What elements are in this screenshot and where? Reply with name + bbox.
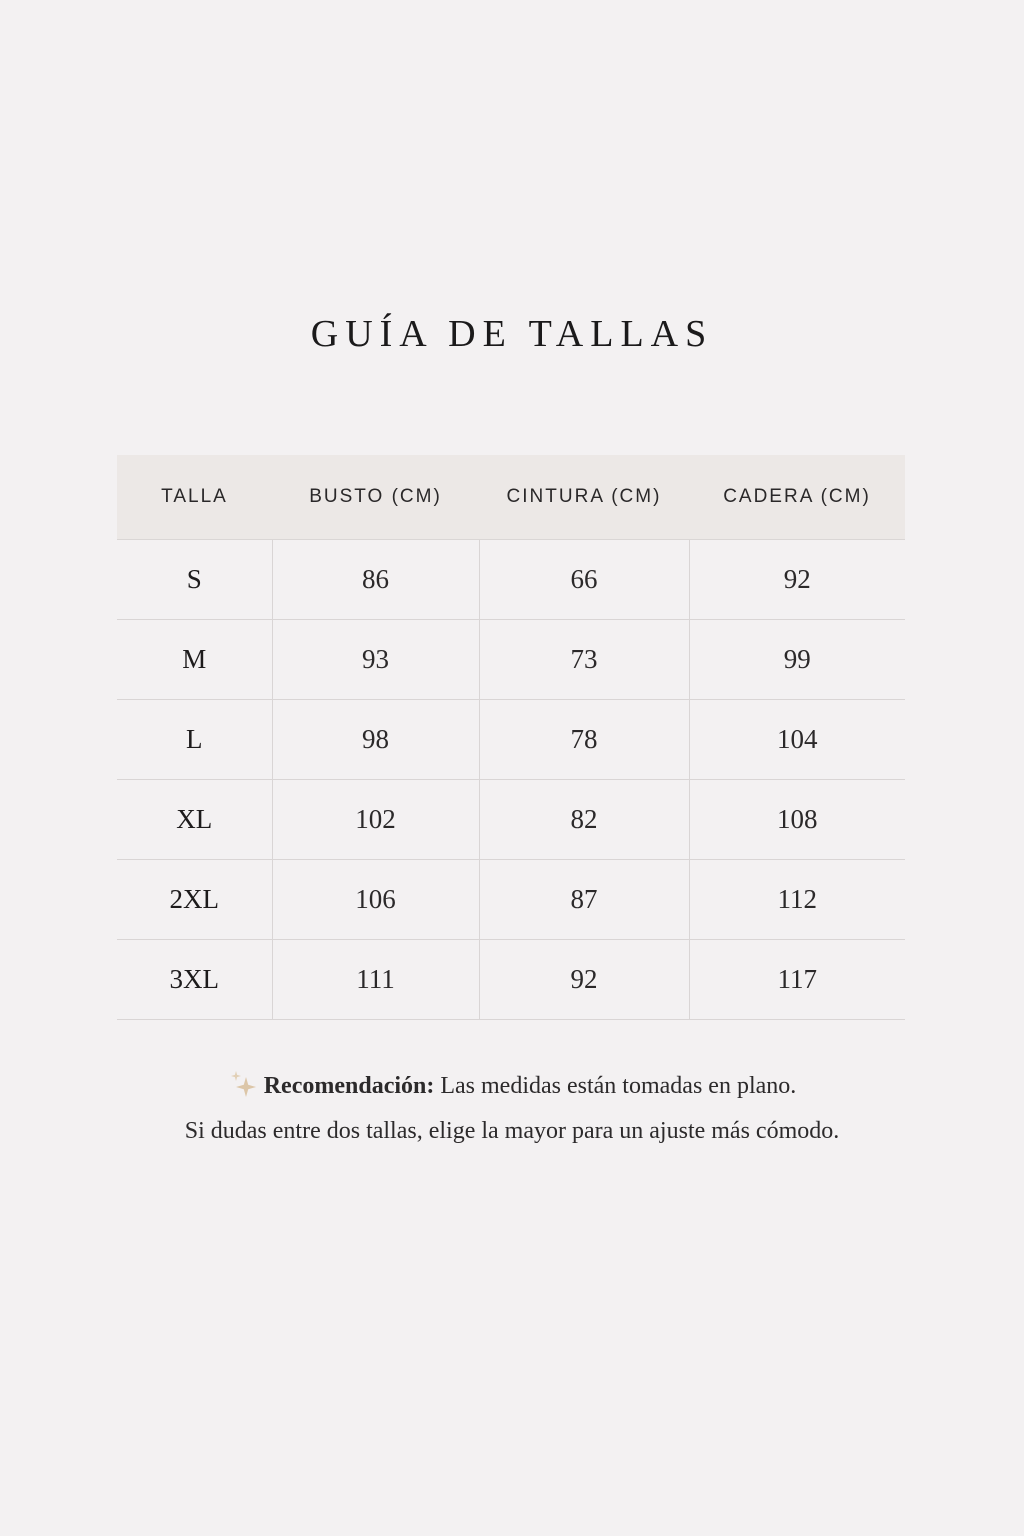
recommendation-text: Las medidas están tomadas en plano. <box>434 1073 797 1099</box>
column-header-waist: CINTURA (CM) <box>479 455 689 540</box>
recommendation-label: Recomendación: <box>263 1073 435 1099</box>
waist-cell: 78 <box>479 700 689 780</box>
bust-cell: 102 <box>272 780 479 860</box>
recommendation-note <box>0 1064 1024 1154</box>
table-row <box>117 540 905 620</box>
waist-cell: 92 <box>479 940 689 1020</box>
column-header-bust: BUSTO (CM) <box>272 455 479 540</box>
size-cell: 3XL <box>117 940 272 1020</box>
sparkles-icon <box>228 1069 258 1099</box>
waist-cell: 82 <box>479 780 689 860</box>
column-header-size: TALLA <box>117 455 272 540</box>
recommendation-line-1 <box>0 1064 1024 1109</box>
table-row <box>117 620 905 700</box>
hip-cell: 104 <box>689 700 905 780</box>
size-cell: S <box>117 540 272 620</box>
bust-cell: 86 <box>272 540 479 620</box>
size-cell: 2XL <box>117 860 272 940</box>
hip-cell: 99 <box>689 620 905 700</box>
bust-cell: 106 <box>272 860 479 940</box>
hip-cell: 108 <box>689 780 905 860</box>
hip-cell: 117 <box>689 940 905 1020</box>
hip-cell: 92 <box>689 540 905 620</box>
table-row <box>117 940 905 1020</box>
hip-cell: 112 <box>689 860 905 940</box>
table-row <box>117 700 905 780</box>
table-row <box>117 860 905 940</box>
waist-cell: 73 <box>479 620 689 700</box>
page-title: GUÍA DE TALLAS <box>310 313 714 355</box>
table-header-row <box>117 455 905 540</box>
waist-cell: 87 <box>479 860 689 940</box>
size-cell: XL <box>117 780 272 860</box>
table-row <box>117 780 905 860</box>
bust-cell: 93 <box>272 620 479 700</box>
bust-cell: 98 <box>272 700 479 780</box>
size-cell: L <box>117 700 272 780</box>
bust-cell: 111 <box>272 940 479 1020</box>
size-table <box>117 455 905 1020</box>
size-cell: M <box>117 620 272 700</box>
recommendation-line-2: Si dudas entre dos tallas, elige la mayor para un ajuste más cómodo. <box>184 1118 840 1144</box>
column-header-hip: CADERA (CM) <box>689 455 905 540</box>
waist-cell: 66 <box>479 540 689 620</box>
